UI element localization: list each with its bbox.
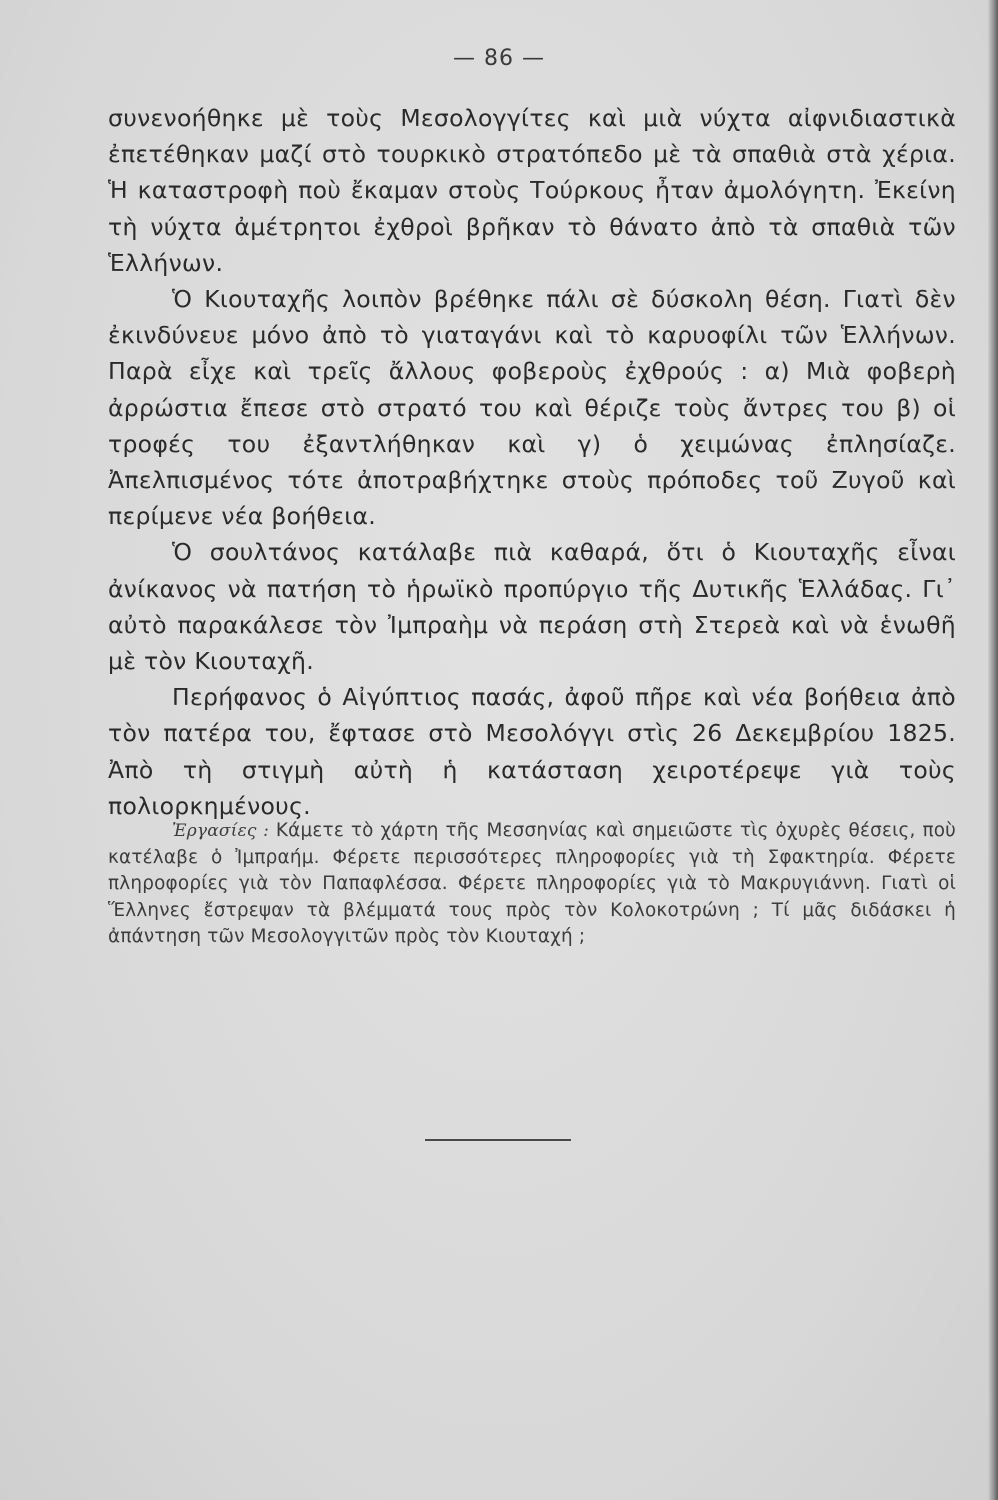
main-text — [108, 100, 956, 824]
exercises-text: Κάμετε τὸ χάρτη τῆς Μεσσηνίας καὶ σημειῶστε τὶς ὀχυρὲς θέσεις, ποὺ κατέλαβε ὁ Ἰμπραήμ. Φέρετε περισσότερες πληροφορίες γιὰ τὴ Σφακτηρία. Φέρετε πληροφορίες γιὰ τὸν Παπαφλέσσα. Φέρετε πληροφορίες γιὰ τὸ Μακρυγιάννη. Γιατὶ οἱ Ἕλληνες ἔστρεψαν τὰ βλέμματά τους πρὸς τὸν Κολοκοτρώνη ; Τί μᾶς διδάσκει ἡ ἀπάντηση τῶν Μεσολογγιτῶν πρὸς τὸν Κιουταχή ; — [108, 820, 957, 948]
paragraph-3: Ὁ σουλτάνος κατάλαβε πιὰ καθαρά, ὅτι ὁ Κιουταχῆς εἶναι ἀνίκανος νὰ πατήση τὸ ἡρωϊκὸ προπύργιο τῆς Δυτικῆς Ἑλλάδας. Γι᾿ αὐτὸ παρακάλεσε τὸν Ἰμπραὴμ νὰ περάση στὴ Στερεὰ καὶ νὰ ἑνωθῆ μὲ τὸν Κιουταχῆ. — [108, 538, 956, 676]
paragraph-4: Περήφανος ὁ Αἰγύπτιος πασάς, ἀφοῦ πῆρε καὶ νέα βοήθεια ἀπὸ τὸν πατέρα του, ἔφτασε στὸ Μεσολόγγι στὶς 26 Δεκεμβρίου 1825. Ἀπὸ τὴ στιγμὴ αὐτὴ ἡ κατάσταση χειροτέρεψε γιὰ τοὺς πολιορκημένους. — [108, 683, 956, 820]
paragraph-2: Ὁ Κιουταχῆς λοιπὸν βρέθηκε πάλι σὲ δύσκολη θέση. Γιατὶ δὲν ἐκινδύνευε μόνο ἀπὸ τὸ γιαταγάνι καὶ τὸ καρυοφίλι τῶν Ἑλλήνων. Παρὰ εἶχε καὶ τρεῖς ἄλλους φοβεροὺς ἐχθρούς : α) Μιὰ φοβερὴ ἀρρώστια ἔπεσε στὸ στρατό του καὶ θέριζε τοὺς ἄντρες του β) οἱ τροφές του ἐξαντλήθηκαν καὶ γ) ὁ χειμώνας ἐπλησίαζε. Ἀπελπισμένος τότε ἀποτραβήχτηκε στοὺς πρόποδες τοῦ Ζυγοῦ καὶ περίμενε νέα βοήθεια. — [108, 285, 956, 531]
exercises-block — [108, 818, 956, 951]
page-number: — 86 — — [453, 46, 545, 71]
exercises-label: Ἐργασίες : — [172, 821, 270, 841]
end-rule — [425, 1139, 571, 1141]
paragraph-1: συνενοήθηκε μὲ τοὺς Μεσολογγίτες καὶ μιὰ νύχτα αἰφνιδιαστικὰ ἐπετέθηκαν μαζί στὸ τουρκικὸ στρατόπεδο μὲ τὰ σπαθιὰ στὰ χέρια. Ἡ καταστροφὴ ποὺ ἔκαμαν στοὺς Τούρκους ἦταν ἀμολόγητη. Ἐκείνη τὴ νύχτα ἀμέτρητοι ἐχθροὶ βρῆκαν τὸ θάνατο ἀπὸ τὰ σπαθιὰ τῶν Ἑλλήνων. — [108, 104, 956, 277]
page-edge-shadow — [988, 0, 998, 1500]
